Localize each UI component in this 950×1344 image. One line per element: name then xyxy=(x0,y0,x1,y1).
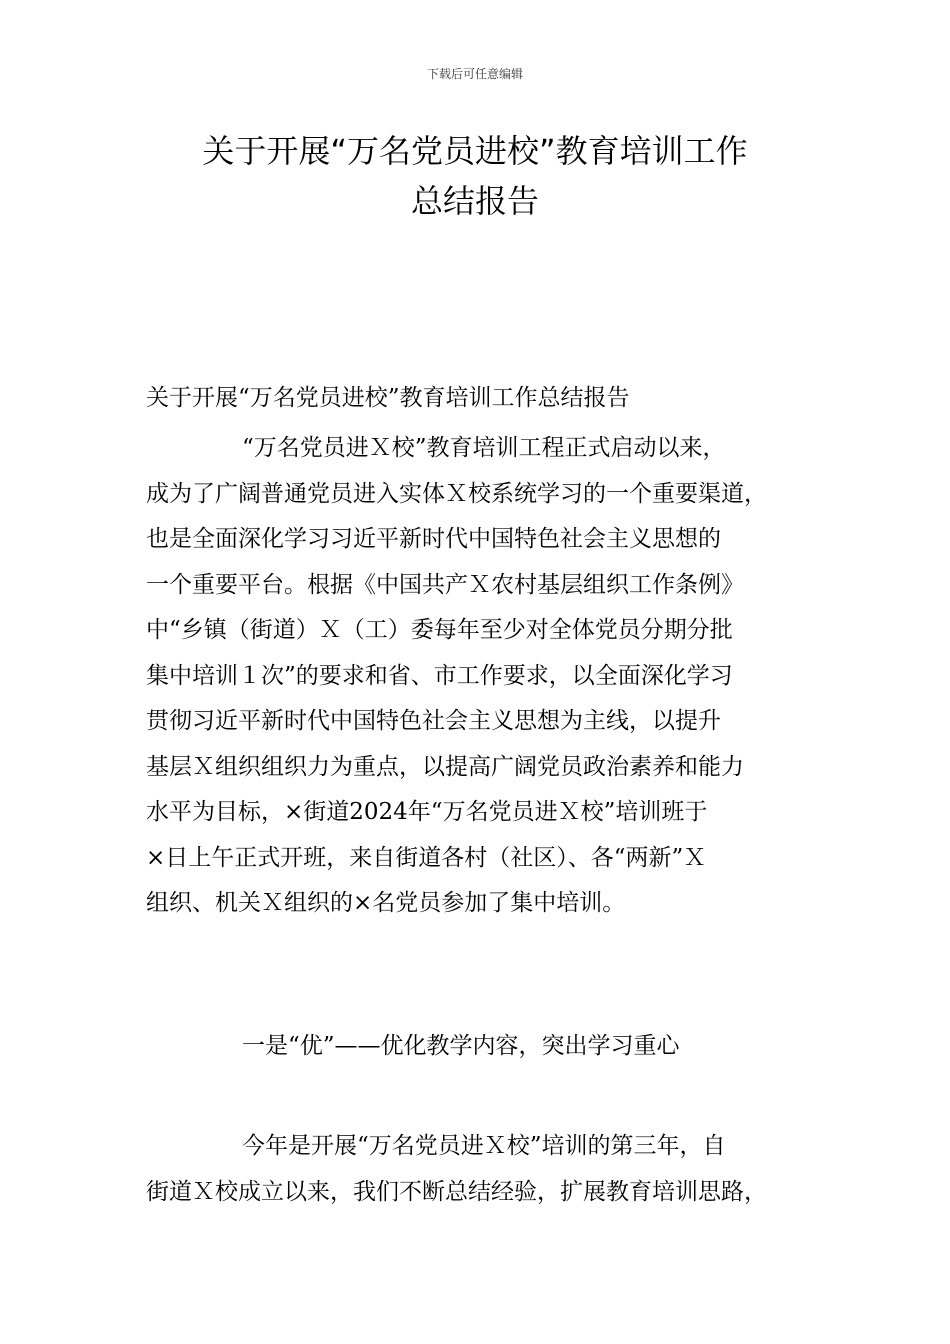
section-heading-1 xyxy=(146,1024,836,1070)
paragraph-1-line: 基层Ｘ组织组织力为重点，以提高广阔党员政治素养和能力 xyxy=(146,753,744,780)
document-title xyxy=(100,126,850,226)
paragraph-1-line: 中“乡镇（街道）Ｘ（工）委每年至少对全体党员分期分批 xyxy=(146,617,733,643)
paragraph-1-line: 集中培训１次”的要求和省、市工作要求，以全面深化学习 xyxy=(146,662,733,689)
paragraph-1-line: “万名党员进Ｘ校”教育培训工程正式启动以来， xyxy=(242,435,726,461)
section-heading-1-text: 一是“优”——优化教学内容，突出学习重心 xyxy=(242,1033,680,1059)
paragraph-2-line: 今年是开展“万名党员进Ｘ校”培训的第三年，自 xyxy=(242,1133,726,1159)
paragraph-1-line: 水平为目标，×街道2024年“万名党员进Ｘ校”培训班于 xyxy=(146,799,708,825)
paragraph-1-line: 一个重要平台。根据《中国共产Ｘ农村基层组织工作条例》 xyxy=(146,571,744,598)
paragraph-1-line: ×日上午正式开班，来自街道各村（社区）、各“两新”Ｘ xyxy=(146,844,707,871)
paragraph-1-line: 成为了广阔普通党员进入实体Ｘ校系统学习的一个重要渠道， xyxy=(146,480,767,507)
page-header-note: 下载后可任意编辑 xyxy=(426,67,523,81)
paragraph-2 xyxy=(146,1124,836,1215)
report-subtitle-text: 关于开展“万名党员进校”教育培训工作总结报告 xyxy=(146,385,630,411)
document-title-line-2: 总结报告 xyxy=(410,182,539,220)
paragraph-1-line: 贯彻习近平新时代中国特色社会主义思想为主线，以提升 xyxy=(146,708,721,734)
paragraph-2-line: 街道Ｘ校成立以来，我们不断总结经验，扩展教育培训思路， xyxy=(146,1178,767,1205)
paragraph-1-line: 组织、机关Ｘ组织的×名党员参加了集中培训。 xyxy=(146,890,626,916)
paragraph-1-line: 也是全面深化学习习近平新时代中国特色社会主义思想的 xyxy=(146,526,721,552)
document-title-line-1: 关于开展“万名党员进校”教育培训工作 xyxy=(202,132,748,170)
paragraph-1 xyxy=(146,426,836,927)
report-subtitle xyxy=(146,376,836,422)
